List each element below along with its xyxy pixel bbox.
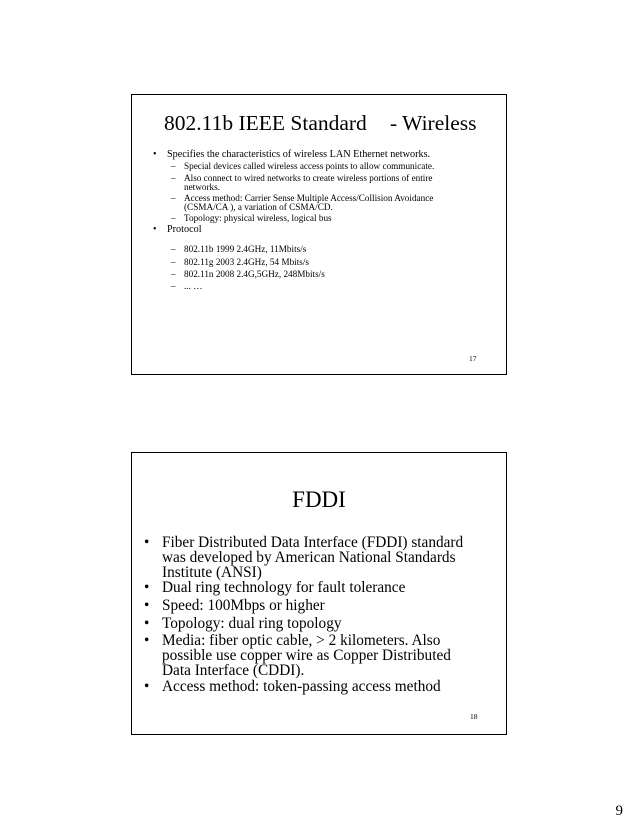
dash-marker: – — [171, 269, 176, 279]
item-line: Data Interface (CDDI). — [162, 662, 305, 680]
slide-title — [164, 111, 477, 136]
page-number: 9 — [615, 803, 623, 819]
list-item — [144, 632, 482, 680]
sub-item: Access method: Carrier Sense Multiple Access/Collision Avoidance — [184, 193, 434, 203]
slide-17 — [131, 94, 507, 375]
bullet-marker: • — [144, 534, 150, 551]
slide-title: FDDI — [292, 487, 346, 512]
dash-marker: – — [171, 281, 176, 291]
list-item — [144, 579, 482, 596]
item-line: Institute (ANSI) — [162, 564, 262, 582]
protocol-item: 802.11n 2008 2.4G,5GHz, 248Mbits/s — [184, 269, 325, 279]
bullet-marker: • — [144, 597, 150, 614]
slide-number: 18 — [470, 712, 478, 721]
bullet-text: Specifies the characteristics of wireless LAN Ethernet networks. — [167, 149, 431, 160]
bullet-marker: • — [153, 224, 157, 235]
sub-item: Topology: physical wireless, logical bus — [184, 213, 332, 223]
dash-marker: – — [171, 193, 176, 203]
title-suffix: - Wireless — [390, 111, 477, 135]
list-item — [144, 615, 482, 632]
protocol-item: 802.11g 2003 2.4GHz, 54 Mbits/s — [184, 257, 309, 267]
protocol-item: ... … — [184, 281, 203, 291]
item-line: Speed: 100Mbps or higher — [162, 597, 325, 614]
sub-item: Also connect to wired networks to create wireless portions of entire — [184, 173, 433, 183]
bullet-marker: • — [144, 632, 150, 649]
sub-item-cont: networks. — [184, 182, 220, 192]
bullet-marker: • — [144, 678, 150, 695]
sub-item-cont: (CSMA/CA ), a variation of CSMA/CD. — [184, 202, 333, 212]
item-line: was developed by American National Standards — [162, 549, 456, 567]
item-line: Media: fiber optic cable, > 2 kilometers. Also — [162, 632, 441, 649]
list-item — [144, 534, 482, 582]
sub-item: Special devices called wireless access points to allow communicate. — [184, 161, 435, 171]
item-line: possible use copper wire as Copper Distributed — [162, 647, 451, 665]
list-item — [144, 597, 482, 614]
item-line: Dual ring technology for fault tolerance — [162, 579, 406, 596]
item-line: Topology: dual ring topology — [162, 615, 342, 632]
item-line: Access method: token-passing access method — [162, 678, 441, 695]
protocol-item: 802.11b 1999 2.4GHz, 11Mbits/s — [184, 244, 307, 254]
slide-number: 17 — [469, 354, 477, 363]
slide-18 — [131, 452, 507, 735]
bullet-marker: • — [153, 149, 157, 160]
dash-marker: – — [171, 244, 176, 254]
dash-marker: – — [171, 161, 176, 171]
dash-marker: – — [171, 213, 176, 223]
title-main: 802.11b IEEE Standard — [164, 111, 367, 135]
bullet-text: Protocol — [167, 224, 202, 235]
list-item — [144, 678, 482, 695]
dash-marker: – — [171, 173, 176, 183]
item-line: Fiber Distributed Data Interface (FDDI) standard — [162, 534, 464, 551]
bullet-marker: • — [144, 579, 150, 596]
dash-marker: – — [171, 257, 176, 267]
bullet-marker: • — [144, 615, 150, 632]
